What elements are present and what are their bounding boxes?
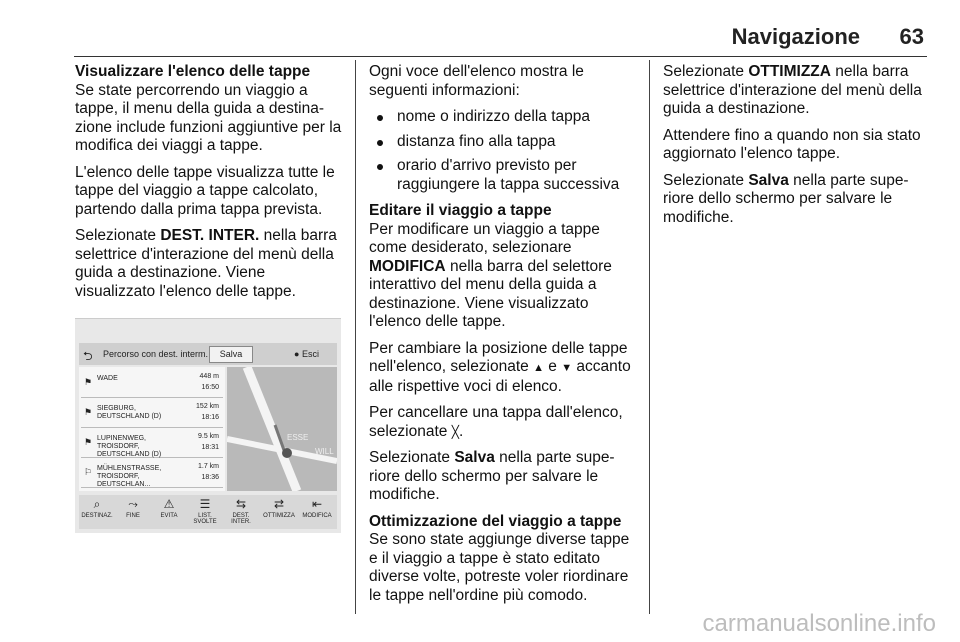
- list-item: [81, 369, 223, 398]
- waypoint-distance: 1.7 km: [197, 463, 219, 470]
- turn-list-icon: ☰: [199, 497, 211, 511]
- section-heading-optimize: Ottimizzazione del viaggio a tappe: [369, 512, 622, 530]
- destination-flag-icon: ⚐: [84, 467, 93, 477]
- paragraph: [75, 227, 345, 301]
- delete-x-icon: ╳: [451, 424, 459, 439]
- paragraph: Se state percorrendo un viaggio a tappe, il menu della guida a destina-zione include funzioni aggiuntive per la modifica dei viaggi a tappe.: [75, 81, 342, 154]
- map-label: ESSE: [287, 433, 309, 442]
- tab-destinaz: [81, 497, 113, 519]
- paragraph: [663, 172, 933, 228]
- waypoint-flag-icon: ⚑: [84, 437, 93, 447]
- list-item: [81, 429, 223, 458]
- paragraph: [663, 63, 933, 119]
- tab-label: MODIFICA: [302, 513, 332, 519]
- waypoint-name: SIEGBURG, DEUTSCHLAND (D): [97, 405, 162, 420]
- waypoint-distance: 9.5 km: [197, 433, 219, 440]
- tab-list-svolte: [189, 497, 221, 525]
- map-roads: [227, 367, 337, 491]
- down-arrow-icon: ▼: [561, 362, 573, 374]
- text: nella barra del selettore interattivo del menu della guida a destinazione. Viene visualizzato l'elenco delle tappe.: [369, 257, 612, 330]
- edit-icon: ⇤: [311, 497, 323, 511]
- waypoint-name: MÜHLENSTRASSE, TROISDORF, DEUTSCHLAN...: [97, 465, 162, 488]
- exit-button: ● Esci: [294, 349, 319, 359]
- bold-term: DEST. INTER.: [160, 227, 260, 244]
- back-arrow-icon: ⮌: [83, 349, 93, 363]
- waypoint-flag-icon: ⚑: [84, 377, 93, 387]
- infotainment-screen-image: [75, 318, 341, 533]
- list-item: nome o indirizzo della tappa: [369, 108, 639, 127]
- waypoint-distance: 448 m: [199, 373, 219, 380]
- bold-term: Salva: [454, 449, 495, 466]
- screen-title: Percorso con dest. interm.: [103, 349, 209, 359]
- search-icon: ⌕: [93, 497, 101, 511]
- text: Selezionate: [369, 449, 455, 466]
- exit-label: Esci: [301, 349, 319, 359]
- text: Per cancellare una tappa dall'elenco, selezionate: [369, 404, 623, 440]
- section-heading-waypoint-list: Visualizzare l'elenco delle tappe: [75, 63, 311, 80]
- paragraph: [369, 449, 639, 505]
- list-item: [81, 399, 223, 428]
- text: Selezionate: [663, 171, 749, 189]
- avoid-icon: ⚠: [163, 497, 175, 511]
- paragraph: Se sono state aggiunge diverse tappe e il viaggio a tappe è stato editato diverse volte, potreste voler riordinare le tappe nell'ordine più comodo.: [369, 531, 630, 604]
- optimize-icon: ⇄: [273, 497, 285, 511]
- tab-ottimizza: [263, 497, 295, 519]
- text: Selezionate: [663, 63, 749, 80]
- column-1: [75, 63, 345, 309]
- waypoint-eta: 16:50: [201, 384, 219, 391]
- column-divider-2: [649, 60, 650, 614]
- waypoint-name: LUPINENWEG, TROISDORF, DEUTSCHLAND (D): [97, 435, 162, 458]
- list-item: [81, 459, 223, 488]
- tab-label: FINE: [126, 513, 140, 519]
- waypoint-eta: 18:36: [201, 474, 219, 481]
- map-label: WILL: [315, 447, 334, 456]
- interaction-selector-bar: [79, 495, 337, 529]
- tab-label: DESTINAZ.: [81, 513, 113, 519]
- waypoint-eta: 18:31: [201, 444, 219, 451]
- waypoint-list: [79, 367, 225, 491]
- paragraph: Attendere fino a quando non sia stato aggiornato l'elenco tappe.: [663, 126, 921, 162]
- tab-label: LIST. SVOLTE: [193, 513, 217, 525]
- end-route-icon: ⤳: [128, 497, 138, 511]
- text: e: [544, 358, 562, 375]
- header-divider: [74, 56, 927, 57]
- screen-title-bar: [79, 343, 337, 365]
- save-button: Salva: [209, 346, 253, 363]
- waypoint-name: WADE: [97, 375, 118, 382]
- tab-dest-inter: [225, 497, 257, 525]
- tab-fine: [117, 497, 149, 519]
- tab-evita: [153, 497, 185, 519]
- page-number: 63: [899, 24, 924, 49]
- tab-label: EVITA: [160, 513, 178, 519]
- text: Per modificare un viaggio a tappe come desiderato, selezionare: [369, 220, 600, 256]
- text: Selezionate: [75, 227, 161, 244]
- bold-term: MODIFICA: [369, 257, 446, 275]
- page-header: [0, 24, 960, 54]
- text: nella parte supe-riore dello schermo per salvare le modifiche.: [369, 449, 615, 503]
- info-bullet-list: [369, 108, 639, 194]
- paragraph: Ogni voce dell'elenco mostra le seguenti informazioni:: [369, 63, 584, 99]
- paragraph: [369, 340, 639, 397]
- paragraph: [369, 221, 639, 332]
- column-2: [369, 63, 639, 613]
- tab-label: OTTIMIZZA: [263, 513, 295, 519]
- waypoint-distance: 152 km: [196, 403, 219, 410]
- bold-term: Salva: [748, 171, 789, 189]
- list-item: distanza fino alla tappa: [369, 133, 639, 152]
- section-heading-edit-trip: Editare il viaggio a tappe: [369, 202, 552, 219]
- tab-label: DEST. INTER.: [231, 513, 251, 525]
- text: nella barra selettrice d'interazione del menù della guida a destinazione. Viene visualizzato l'elenco delle tappe.: [75, 227, 337, 300]
- up-arrow-icon: ▲: [533, 362, 544, 374]
- tab-modifica: [301, 497, 333, 519]
- waypoint-eta: 18:16: [201, 414, 219, 421]
- bold-term: OTTIMIZZA: [748, 63, 831, 80]
- text: nella barra selettrice d'interazione del menù della guida a destinazione.: [663, 63, 922, 117]
- paragraph: [369, 404, 639, 441]
- paragraph: L'elenco delle tappe visualizza tutte le tappe del viaggio a tappe calcolato, partendo dalla prima tappa prevista.: [75, 163, 335, 218]
- waypoint-flag-icon: ⚑: [84, 407, 93, 417]
- section-title: Navigazione: [731, 24, 860, 49]
- list-item: orario d'arrivo previsto per raggiungere la tappa successiva: [369, 157, 639, 194]
- column-divider-1: [355, 60, 356, 614]
- text: nella parte supe-riore dello schermo per salvare le modifiche.: [663, 171, 909, 226]
- text: accanto alle rispettive voci di elenco.: [369, 358, 631, 395]
- map-view: [227, 367, 337, 491]
- waypoints-icon: ⇆: [235, 497, 247, 511]
- text: .: [458, 422, 464, 440]
- column-3: [663, 63, 933, 235]
- watermark: carmanualsonline.info: [702, 610, 936, 637]
- text: Per cambiare la posizione delle tappe nell'elenco, selezionate: [369, 339, 628, 375]
